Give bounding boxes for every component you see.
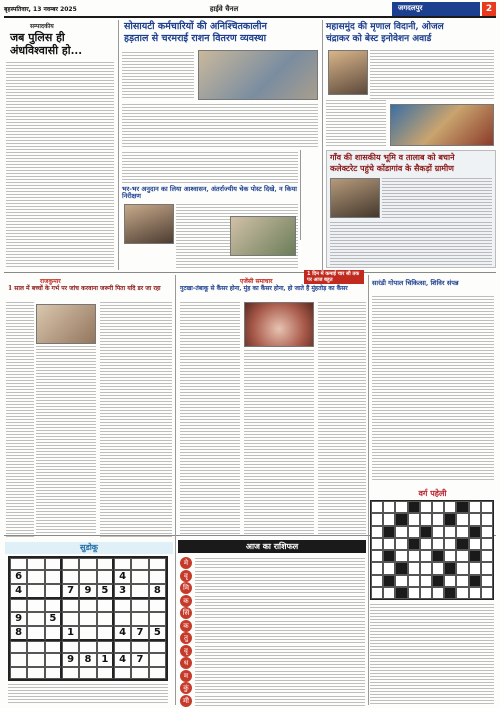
sudoku-cell: 7 [131, 626, 148, 641]
lower-left-body-text [6, 302, 34, 537]
lead-body-text [122, 152, 298, 184]
sudoku-cell [45, 558, 62, 570]
crossword-cell [481, 513, 493, 525]
lower-mid-headline: गुटखा-तंबाकू से कैंसर होना, मुंह का कैंसर होना, हो जाते हैं मुंहतोड़ का कैंसर [180, 285, 348, 292]
sudoku-cell [62, 641, 79, 653]
sudoku-cell [79, 558, 96, 570]
crossword-cell [395, 501, 407, 513]
sudoku-cell [62, 570, 79, 584]
sudoku-cell [10, 558, 27, 570]
crossword-cell [420, 562, 432, 574]
sudoku-cell [27, 612, 44, 626]
crossword-cell [371, 526, 383, 538]
sudoku-cell [62, 558, 79, 570]
crossword-cell [432, 550, 444, 562]
sudoku-cell [27, 641, 44, 653]
village-headline-line-2: कलेक्टरेट पहुंचे कोंडागांव के सैकड़ों ग्रामीण [330, 163, 454, 173]
crossword-cell [408, 562, 420, 574]
lower-left-photo [36, 304, 96, 344]
lead-headline-line-2: हड़ताल से चरमराई राशन वितरण व्यवस्था [124, 33, 267, 44]
crossword-title: वर्ग पहेली [418, 489, 447, 498]
crossword-cell [408, 501, 420, 513]
lower-right-body-text [372, 296, 494, 481]
crossword-cell [383, 501, 395, 513]
crossword-cell [395, 526, 407, 538]
crossword-grid [370, 500, 494, 600]
sudoku-cell [62, 667, 79, 679]
crossword-cell [371, 513, 383, 525]
sudoku-cell [114, 599, 131, 611]
sudoku-cell: 3 [114, 584, 131, 599]
editorial-body-text [6, 62, 114, 267]
sudoku-cell [27, 570, 44, 584]
sudoku-cell [45, 584, 62, 599]
column-rule [300, 150, 301, 240]
crossword-cell [481, 562, 493, 574]
crossword-cell [481, 550, 493, 562]
lower-mid-photo [244, 302, 314, 347]
crossword-cell [408, 513, 420, 525]
sudoku-cell [131, 641, 148, 653]
award-group-photo [390, 104, 494, 146]
crossword-cell [395, 575, 407, 587]
sudoku-instructions [8, 684, 168, 704]
zodiac-sign-icon: क [180, 595, 192, 607]
crossword-cell [456, 550, 468, 562]
crossword-cell [383, 550, 395, 562]
crossword-cell [408, 587, 420, 599]
crossword-cell [408, 526, 420, 538]
zodiac-sign-icon: सिं [180, 607, 192, 619]
sudoku-cell [97, 558, 114, 570]
horizontal-rule [4, 272, 496, 273]
crossword-cell [444, 550, 456, 562]
rashifal-text [195, 658, 365, 668]
sudoku-cell: 8 [79, 653, 96, 667]
crossword-cell [371, 538, 383, 550]
sudoku-cell [45, 641, 62, 653]
sudoku-cell [10, 641, 27, 653]
sudoku-cell: 6 [10, 570, 27, 584]
rashifal-title: आज का राशिफल [178, 540, 366, 553]
masthead [4, 2, 496, 18]
crossword-cell [371, 562, 383, 574]
sudoku-cell: 8 [149, 584, 166, 599]
sudoku-cell [45, 570, 62, 584]
crossword-cell [444, 587, 456, 599]
lower-right-headline: सारंडी गोपाल चिकित्सा, शिविर संपन्न [372, 279, 459, 287]
crossword-cell [420, 575, 432, 587]
crossword-cell [481, 538, 493, 550]
sudoku-cell [27, 584, 44, 599]
banner-tag: 1 दिन में कमाई चार सौ तक पर आज बहुत [304, 270, 364, 284]
sudoku-cell [62, 612, 79, 626]
mid-headline: भर-भर अनुदान का लिया आश्वासन, अंतर्राज्यीय चेक पोस्ट दिखे, न किया निरीक्षण [122, 185, 297, 201]
village-headline-line-1: गाँव की शासकीय भूमि व तालाब को बचाने [330, 152, 455, 162]
sudoku-cell: 4 [114, 626, 131, 641]
crossword-cell [456, 513, 468, 525]
column-rule [118, 20, 119, 270]
sudoku-cell [45, 667, 62, 679]
sudoku-cell: 7 [62, 584, 79, 599]
sudoku-cell [10, 653, 27, 667]
sudoku-cell [79, 599, 96, 611]
crossword-cell [408, 550, 420, 562]
crossword-cell [383, 526, 395, 538]
crossword-cell [371, 575, 383, 587]
crossword-cell [420, 587, 432, 599]
crossword-cell [456, 501, 468, 513]
sudoku-cell [79, 626, 96, 641]
award-body-text [326, 100, 386, 148]
crossword-cell [444, 501, 456, 513]
sudoku-cell [79, 570, 96, 584]
zodiac-sign-icon: वृ [180, 645, 192, 657]
sudoku-cell: 5 [149, 626, 166, 641]
city-label: जगदलपुर [392, 2, 480, 16]
sudoku-cell [131, 558, 148, 570]
sudoku-cell: 9 [10, 612, 27, 626]
crossword-cell [383, 538, 395, 550]
sudoku-cell [149, 570, 166, 584]
crossword-cell [444, 562, 456, 574]
crossword-cell [420, 501, 432, 513]
crossword-cell [420, 550, 432, 562]
sudoku-cell [45, 653, 62, 667]
editorial-label: सम्पादकीय [30, 23, 54, 30]
crossword-cell [481, 501, 493, 513]
column-rule [322, 20, 323, 270]
sudoku-cell [97, 612, 114, 626]
sudoku-cell: 1 [97, 653, 114, 667]
lower-mid-body-text [318, 302, 366, 534]
sudoku-title: सुडोकू [5, 542, 173, 554]
crossword-cell [469, 562, 481, 574]
crossword-cell [432, 501, 444, 513]
sudoku-cell: 4 [114, 570, 131, 584]
crossword-cell [481, 587, 493, 599]
sudoku-cell: 5 [45, 612, 62, 626]
sudoku-cell: 1 [62, 626, 79, 641]
crossword-cell [444, 538, 456, 550]
crossword-cell [456, 575, 468, 587]
lower-left-body-text [100, 302, 172, 537]
crossword-cell [456, 526, 468, 538]
crossword-cell [395, 538, 407, 550]
sudoku-cell [27, 626, 44, 641]
sudoku-cell [97, 641, 114, 653]
crossword-cell [432, 513, 444, 525]
page-number: 2 [482, 2, 496, 16]
sudoku-cell [131, 570, 148, 584]
sudoku-grid [8, 556, 168, 681]
crossword-cell [432, 575, 444, 587]
rashifal-text [195, 583, 365, 593]
sudoku-cell [131, 612, 148, 626]
crossword-cell [420, 513, 432, 525]
rashifal-text [195, 571, 365, 581]
lead-photo [198, 50, 318, 100]
sudoku-cell [149, 612, 166, 626]
lead-headline-line-1: सोसायटी कर्मचारियों की अनिश्चितकालीन [124, 21, 267, 32]
zodiac-sign-icon: वृ [180, 570, 192, 582]
lead-body-text [122, 52, 194, 100]
crossword-cell [383, 587, 395, 599]
zodiac-sign-icon: मि [180, 582, 192, 594]
sudoku-cell [45, 626, 62, 641]
crossword-cell [456, 587, 468, 599]
crossword-cell [469, 526, 481, 538]
rashifal-text [195, 596, 365, 606]
crossword-cell [456, 562, 468, 574]
sudoku-cell [10, 667, 27, 679]
crossword-cell [469, 538, 481, 550]
crossword-cell [383, 575, 395, 587]
crossword-cell [371, 550, 383, 562]
lower-mid-body-text [180, 302, 240, 534]
crossword-cell [395, 513, 407, 525]
crossword-cell [444, 526, 456, 538]
crossword-cell [481, 526, 493, 538]
crossword-cell [469, 550, 481, 562]
lower-left-body-text [36, 346, 96, 536]
sudoku-cell [27, 653, 44, 667]
crossword-cell [408, 538, 420, 550]
sudoku-cell [149, 641, 166, 653]
crossword-cell [383, 562, 395, 574]
sudoku-cell [27, 558, 44, 570]
crossword-cell [432, 526, 444, 538]
sudoku-cell [114, 612, 131, 626]
sudoku-cell [131, 667, 148, 679]
sudoku-cell [45, 599, 62, 611]
sudoku-cell [79, 667, 96, 679]
crossword-cell [469, 501, 481, 513]
lower-mid-label: एजेंसी समाचार [240, 278, 273, 285]
lower-left-headline: 1 साल में बच्चों के गर्भ पर जांच करवाना जरूरी पिता यदि डर जा रहा [8, 285, 161, 292]
sudoku-cell: 4 [114, 653, 131, 667]
award-headline-line-1: महासमुंद की मृणाल विदानी, ओजल [326, 22, 444, 32]
crossword-cell [456, 538, 468, 550]
crossword-cell [469, 575, 481, 587]
sudoku-cell: 8 [10, 626, 27, 641]
sudoku-cell [79, 641, 96, 653]
column-rule [175, 275, 176, 705]
mid-portrait [124, 204, 174, 244]
sudoku-cell [114, 667, 131, 679]
zodiac-sign-icon: मे [180, 557, 192, 569]
crossword-cell [383, 513, 395, 525]
sudoku-cell [114, 641, 131, 653]
column-rule [368, 275, 369, 705]
issue-date: बृहस्पतिवार, 13 नवम्बर 2025 [4, 6, 77, 13]
award-body-text [370, 50, 494, 100]
sudoku-cell [10, 599, 27, 611]
crossword-cell [371, 501, 383, 513]
rashifal-text [195, 621, 365, 631]
sudoku-cell [131, 584, 148, 599]
crossword-cell [444, 513, 456, 525]
sudoku-cell [114, 558, 131, 570]
rashifal-text [195, 646, 365, 656]
zodiac-sign-icon: मी [180, 695, 192, 707]
rashifal-text [195, 608, 365, 618]
crossword-cell [432, 538, 444, 550]
crossword-cell [444, 575, 456, 587]
crossword-clues [370, 604, 494, 704]
crossword-cell [408, 575, 420, 587]
sudoku-cell [79, 612, 96, 626]
crossword-cell [420, 538, 432, 550]
sudoku-cell [149, 599, 166, 611]
sudoku-cell [27, 599, 44, 611]
sudoku-cell [97, 626, 114, 641]
award-headline-line-2: चंद्राकर को बेस्ट इनोवेशन अवार्ड [326, 34, 432, 44]
crossword-cell [469, 513, 481, 525]
sudoku-cell [149, 558, 166, 570]
rashifal-text [195, 683, 365, 693]
award-portrait-1 [328, 50, 368, 95]
lower-left-label: राजकुमार [40, 278, 61, 285]
editorial-headline: जब पुलिस ही अंधविश्वासी हो... [10, 31, 83, 57]
rashifal-text [195, 696, 365, 706]
village-photo [330, 178, 380, 218]
crossword-cell [432, 587, 444, 599]
rashifal-text [195, 633, 365, 643]
sudoku-cell [27, 667, 44, 679]
sudoku-cell [131, 599, 148, 611]
zodiac-sign-icon: तु [180, 632, 192, 644]
sudoku-cell: 5 [97, 584, 114, 599]
sudoku-cell: 4 [10, 584, 27, 599]
crossword-cell [395, 587, 407, 599]
crossword-cell [395, 550, 407, 562]
zodiac-sign-icon: क [180, 620, 192, 632]
sudoku-cell [97, 570, 114, 584]
crossword-cell [481, 575, 493, 587]
sudoku-cell: 7 [131, 653, 148, 667]
crossword-cell [420, 526, 432, 538]
village-body-text [382, 178, 492, 218]
sudoku-cell [97, 599, 114, 611]
crossword-cell [469, 587, 481, 599]
crossword-cell [371, 587, 383, 599]
rashifal-text [195, 671, 365, 681]
sudoku-cell [149, 653, 166, 667]
zodiac-sign-icon: कुं [180, 682, 192, 694]
sudoku-cell [97, 667, 114, 679]
zodiac-sign-icon: म [180, 670, 192, 682]
sudoku-cell: 9 [79, 584, 96, 599]
lower-mid-body-text [244, 350, 314, 534]
crossword-cell [432, 562, 444, 574]
lead-body-text [122, 104, 318, 149]
village-body-text [330, 222, 492, 266]
sudoku-cell [149, 667, 166, 679]
mid-photo [230, 216, 296, 256]
paper-name: हाईवे चैनल [209, 4, 239, 13]
sudoku-cell: 9 [62, 653, 79, 667]
crossword-cell [395, 562, 407, 574]
rashifal-text [195, 558, 365, 568]
zodiac-sign-icon: ध [180, 657, 192, 669]
sudoku-cell [62, 599, 79, 611]
